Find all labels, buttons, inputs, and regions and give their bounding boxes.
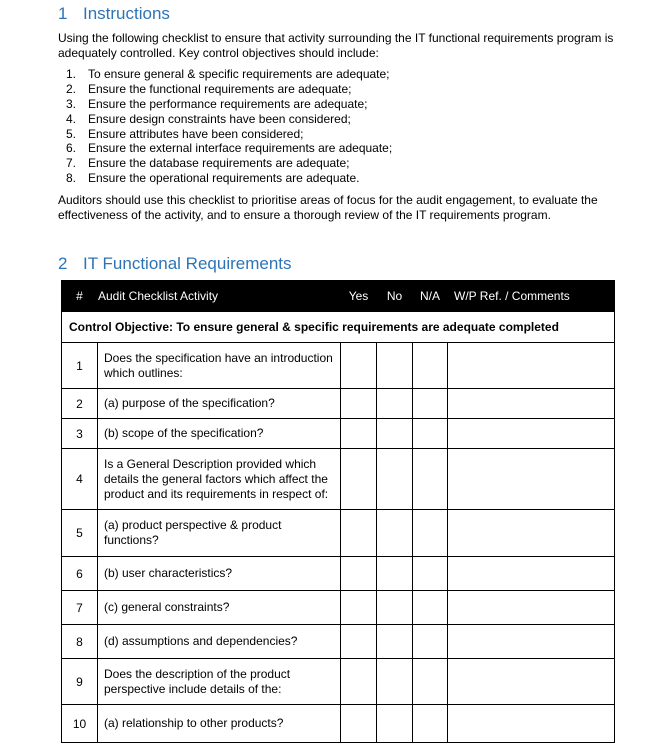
comments-cell[interactable]: [448, 591, 615, 625]
row-number: 3: [62, 419, 98, 449]
no-cell[interactable]: [377, 510, 413, 557]
no-cell[interactable]: [377, 419, 413, 449]
table-row: [62, 510, 615, 557]
yes-cell[interactable]: [341, 343, 377, 389]
comments-cell[interactable]: [448, 449, 615, 510]
row-activity: (a) product perspective & product functions?: [98, 510, 341, 557]
no-cell[interactable]: [377, 591, 413, 625]
control-objective-text: Control Objective: To ensure general & specific requirements are adequate completed: [62, 312, 615, 343]
row-number: 2: [62, 389, 98, 419]
na-cell[interactable]: [413, 419, 448, 449]
row-number: 8: [62, 625, 98, 659]
na-cell[interactable]: [413, 557, 448, 591]
objective-item: 6. Ensure the external interface requirements are adequate;: [65, 141, 393, 156]
table-row: [62, 705, 615, 743]
section-1-title: Instructions: [83, 4, 170, 23]
na-cell[interactable]: [413, 510, 448, 557]
row-activity: Does the specification have an introduction which outlines:: [98, 343, 341, 389]
yes-cell[interactable]: [341, 659, 377, 705]
no-cell[interactable]: [377, 625, 413, 659]
yes-cell[interactable]: [341, 389, 377, 419]
comments-cell[interactable]: [448, 343, 615, 389]
header-na: N/A: [413, 281, 448, 312]
na-cell[interactable]: [413, 591, 448, 625]
row-number: 1: [62, 343, 98, 389]
yes-cell[interactable]: [341, 591, 377, 625]
table-row: [62, 343, 615, 389]
header-yes: Yes: [341, 281, 377, 312]
no-cell[interactable]: [377, 557, 413, 591]
yes-cell[interactable]: [341, 510, 377, 557]
table-row: [62, 625, 615, 659]
table-row: [62, 659, 615, 705]
section-2-title: IT Functional Requirements: [83, 254, 292, 273]
table-row: [62, 449, 615, 510]
yes-cell[interactable]: [341, 419, 377, 449]
na-cell[interactable]: [413, 705, 448, 743]
objective-item: 2. Ensure the functional requirements are adequate;: [65, 81, 352, 96]
row-activity: (b) user characteristics?: [98, 557, 341, 591]
row-number: 5: [62, 510, 98, 557]
na-cell[interactable]: [413, 389, 448, 419]
objective-item: 1. To ensure general & specific requirements are adequate;: [65, 67, 390, 81]
yes-cell[interactable]: [341, 449, 377, 510]
row-activity: (a) relationship to other products?: [98, 705, 341, 743]
audit-checklist-table: [61, 280, 615, 743]
row-activity: (a) purpose of the specification?: [98, 389, 341, 419]
closing-paragraph: Auditors should use this checklist to prioritise areas of focus for the audit engagement, to evaluate the effectiveness of the activity, and to ensure a thorough review of the IT requirements program.: [58, 193, 598, 222]
section-2-heading: [58, 254, 292, 274]
comments-cell[interactable]: [448, 389, 615, 419]
comments-cell[interactable]: [448, 659, 615, 705]
section-1-number: 1: [58, 4, 68, 23]
na-cell[interactable]: [413, 343, 448, 389]
objective-item: 7. Ensure the database requirements are adequate;: [65, 156, 350, 171]
row-number: 9: [62, 659, 98, 705]
comments-cell[interactable]: [448, 419, 615, 449]
row-activity: Is a General Description provided which details the general factors which affect the product and its requirements in respect of:: [98, 449, 341, 510]
row-number: 10: [62, 705, 98, 743]
objective-item: 3. Ensure the performance requirements are adequate;: [65, 96, 368, 111]
header-wp-ref: W/P Ref. / Comments: [448, 281, 615, 312]
table-row: [62, 419, 615, 449]
no-cell[interactable]: [377, 659, 413, 705]
na-cell[interactable]: [413, 625, 448, 659]
row-number: 4: [62, 449, 98, 510]
comments-cell[interactable]: [448, 625, 615, 659]
yes-cell[interactable]: [341, 557, 377, 591]
objective-item: 5. Ensure attributes have been considered;: [65, 126, 304, 141]
table-header-row: [62, 281, 615, 312]
row-activity: Does the description of the product perspective include details of the:: [98, 659, 341, 705]
no-cell[interactable]: [377, 389, 413, 419]
na-cell[interactable]: [413, 659, 448, 705]
header-no: No: [377, 281, 413, 312]
row-activity: (b) scope of the specification?: [98, 419, 341, 449]
table-row: [62, 591, 615, 625]
intro-paragraph: Using the following checklist to ensure that activity surrounding the IT functional requirements program is adequately controlled. Key control objectives should include:: [58, 31, 614, 60]
objective-item: 8. Ensure the operational requirements are adequate.: [65, 171, 360, 186]
comments-cell[interactable]: [448, 557, 615, 591]
section-2-number: 2: [58, 254, 68, 273]
na-cell[interactable]: [413, 449, 448, 510]
row-number: 7: [62, 591, 98, 625]
control-objective-row: [62, 312, 615, 343]
comments-cell[interactable]: [448, 705, 615, 743]
objectives-list: [58, 67, 392, 186]
table-row: [62, 557, 615, 591]
table-row: [62, 389, 615, 419]
section-1-heading: [58, 4, 170, 24]
header-activity: Audit Checklist Activity: [98, 281, 341, 312]
no-cell[interactable]: [377, 343, 413, 389]
row-number: 6: [62, 557, 98, 591]
yes-cell[interactable]: [341, 705, 377, 743]
objective-item: 4. Ensure design constraints have been considered;: [65, 111, 351, 126]
no-cell[interactable]: [377, 449, 413, 510]
no-cell[interactable]: [377, 705, 413, 743]
row-activity: (c) general constraints?: [98, 591, 341, 625]
row-activity: (d) assumptions and dependencies?: [98, 625, 341, 659]
header-number: #: [62, 281, 98, 312]
yes-cell[interactable]: [341, 625, 377, 659]
comments-cell[interactable]: [448, 510, 615, 557]
